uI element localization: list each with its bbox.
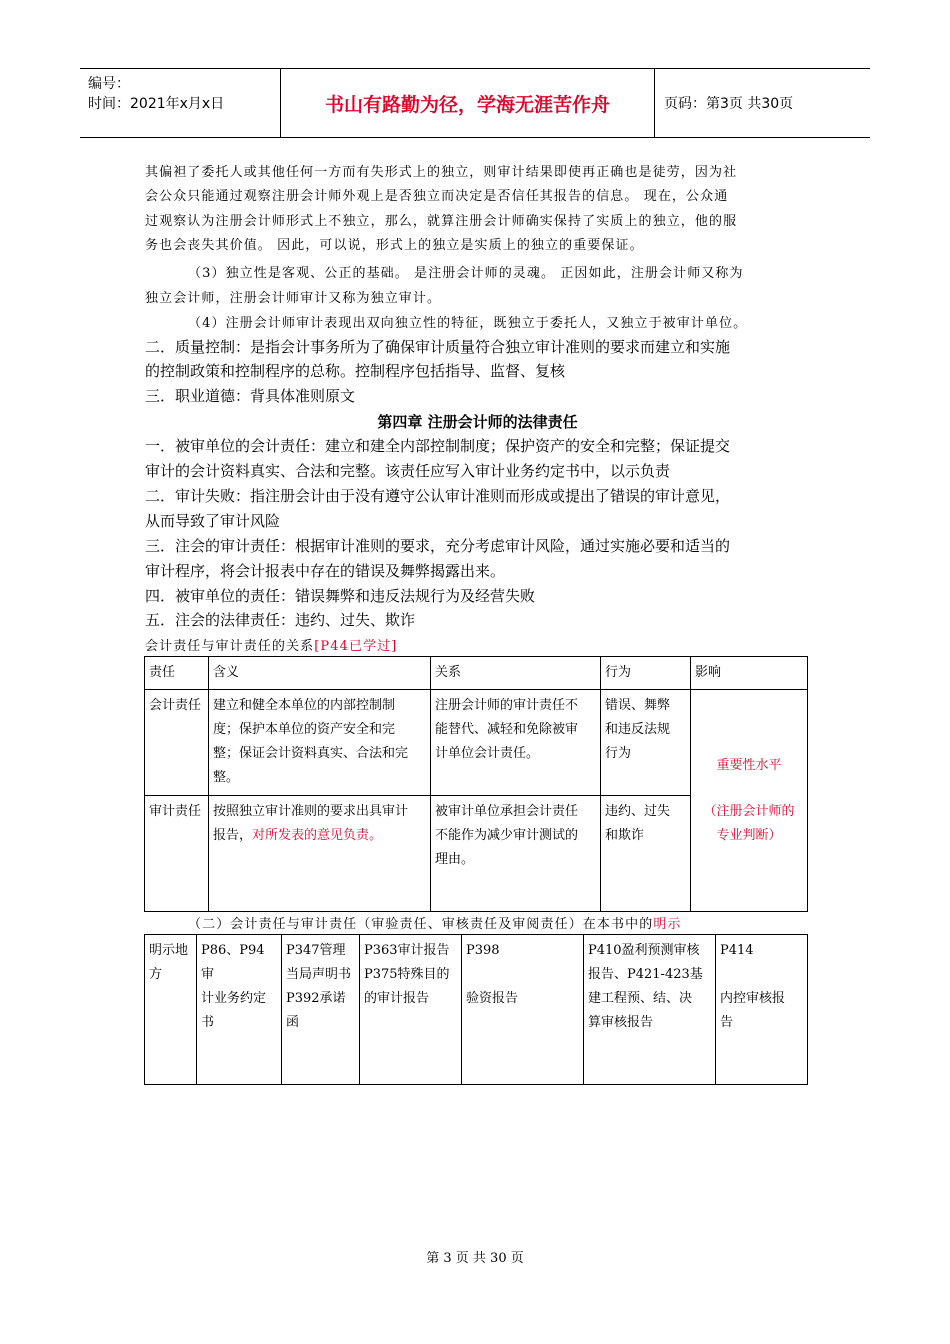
cell-line: 的审计报告 (364, 991, 430, 1006)
cell-line: 算审核报告 (588, 1015, 654, 1030)
cell-line: （注册会计师的 (703, 803, 795, 819)
cell-line: P375特殊目的 (364, 967, 450, 982)
quality-control-line: 二．质量控制：是指会计事务所为了确保审计质量符合独立审计准则的要求而建立和实施 (145, 338, 731, 356)
table-cell (584, 935, 716, 1085)
item-line: 一．被审单位的会计责任：建立和建全内部控制制度；保护资产的安全和完整；保证提交 (145, 437, 731, 455)
cell-line: 当局声明书 (286, 967, 352, 982)
cell-line: 行为 (605, 746, 632, 761)
table-cell (431, 796, 601, 912)
table-cell (209, 690, 431, 796)
header-motto: 书山有路勤为径，学海无涯苦作舟 (281, 69, 655, 137)
cell-line: 计单位会计责任。 (435, 746, 540, 761)
table-cell (197, 935, 282, 1085)
item-line: 审计的会计资料真实、合法和完整。该责任应写入审计业务约定书中，以示负责 (145, 462, 671, 480)
item-line: 三．注会的审计责任：根据审计准则的要求，充分考虑审计风险，通过实施必要和适当的 (145, 537, 731, 555)
paragraph-line: （4）注册会计师审计表现出双向独立性的特征，既独立于委托人，又独立于被审计单位。 (188, 316, 748, 331)
table2-caption (188, 913, 853, 932)
table-cell (145, 935, 197, 1085)
table-cell (282, 935, 360, 1085)
caption-highlight: 明示 (653, 917, 682, 932)
item-line: 四．被审单位的责任：错误舞弊和违反法规行为及经营失败 (145, 587, 536, 605)
table-header-row (145, 657, 808, 690)
cell-line: P363审计报告 (364, 943, 450, 958)
cell-line: 被审计单位承担会计责任 (435, 804, 579, 819)
cell-line: 建工程预、结、决 (588, 991, 693, 1006)
cell-line: P410盈利预测审核 (588, 943, 700, 958)
cell-line: 内控审核报 (720, 991, 786, 1006)
cell-line: P392承诺 (286, 991, 346, 1006)
cell-line: P414 (720, 943, 754, 958)
table-header: 含义 (209, 657, 431, 690)
cell-line: 专业判断） (716, 827, 782, 843)
cell-line: 计业务约定 (201, 991, 267, 1006)
cell-line: P86、P94审 (201, 943, 265, 982)
cell-line: 理由。 (435, 852, 475, 867)
page-header (80, 68, 870, 138)
cell-line: 和违反法规 (605, 722, 671, 737)
disclosure-table (144, 934, 808, 1085)
cell-line: 整。 (213, 770, 240, 785)
item-line: 从而导致了审计风险 (145, 512, 281, 530)
table-cell (462, 935, 584, 1085)
time-label: 时间：2021年x月x日 (88, 96, 225, 112)
cell-line: 按照独立审计准则的要求出具审计 (213, 804, 409, 819)
cell-line: 方 (149, 967, 163, 982)
table-cell (601, 690, 691, 796)
cell-line: 重要性水平 (716, 757, 782, 773)
table-header: 行为 (601, 657, 691, 690)
cell-line: P398 (466, 943, 500, 958)
row-label: 会计责任 (145, 690, 209, 796)
paragraph-line: 过观察认为注册会计师形式上不独立，那么，就算注册会计师确实保持了实质上的独立，他的服 (145, 214, 738, 229)
cell-line: 不能作为减少审计测试的 (435, 828, 579, 843)
cell-line: 报告、P421-423基 (588, 967, 703, 982)
chapter-title: 第四章 注册会计师的法律责任 (377, 413, 578, 431)
header-page-info: 页码：第3页 共30页 (664, 96, 794, 112)
cell-line: 错误、舞弊 (605, 698, 671, 713)
cell-line: 建立和健全本单位的内部控制制 (213, 698, 396, 713)
number-label: 编号： (88, 76, 130, 92)
caption-text: 会计责任与审计责任的关系 (145, 639, 315, 654)
cell-line: 违约、过失 (605, 804, 671, 819)
table-header: 关系 (431, 657, 601, 690)
table-cell (360, 935, 462, 1085)
paragraph-line: 独立会计师，注册会计师审计又称为独立审计。 (145, 291, 442, 306)
item-line: 五．注会的法律责任：违约、过失、欺诈 (145, 611, 416, 629)
paragraph-line: 会公众只能通过观察注册会计师外观上是否独立而决定是否信任其报告的信息。 现在，公众通 (145, 189, 729, 204)
cell-text: 报告， (213, 828, 253, 843)
table-cell (716, 935, 808, 1085)
table-cell (209, 796, 431, 912)
cell-line: 能替代、减轻和免除被审 (435, 722, 579, 737)
paragraph-line: 务也会丧失其价值。 因此，可以说，形式上的独立是实质上的独立的重要保证。 (145, 238, 644, 253)
cell-line: 整；保证会计资料真实、合法和完 (213, 746, 409, 761)
impact-cell (691, 690, 808, 912)
page-footer: 第 3 页 共 30 页 (426, 1251, 524, 1266)
table-row (145, 935, 808, 1085)
table-row (145, 690, 808, 796)
item-line: 审计程序，将会计报表中存在的错误及舞弊揭露出来。 (145, 562, 506, 580)
header-meta (80, 69, 281, 137)
ethics-line: 三．职业道德：背具体准则原文 (145, 387, 356, 405)
table-cell (431, 690, 601, 796)
cell-line: P347管理 (286, 943, 346, 958)
caption-reference: [P44已学过] (314, 639, 398, 654)
cell-line: 和欺诈 (605, 828, 645, 843)
item-line: 二．审计失败：指注册会计由于没有遵守公认审计准则而形成或提出了错误的审计意见， (145, 487, 731, 505)
cell-line: 验资报告 (466, 991, 519, 1006)
paragraph-line: 其偏袒了委托人或其他任何一方而有失形式上的独立，则审计结果即使再正确也是徒劳，因为社 (145, 165, 738, 180)
table-header: 影响 (691, 657, 808, 690)
cell-line: 明示地 (149, 943, 189, 958)
cell-line: 度；保护本单位的资产安全和完 (213, 722, 396, 737)
cell-text-highlight: 对所发表的意见负责。 (252, 828, 383, 843)
table1-caption (145, 635, 810, 654)
paragraph-line: （3）独立性是客观、公正的基础。 是注册会计师的灵魂。 正因如此，注册会计师又称为 (188, 266, 744, 281)
cell-line (213, 824, 426, 848)
cell-line: 书 (201, 1015, 215, 1030)
quality-control-line: 的控制政策和控制程序的总称。控制程序包括指导、监督、复核 (145, 362, 566, 380)
caption-text: （二）会计责任与审计责任（审验责任、审核责任及审阅责任）在本书中的 (188, 917, 654, 932)
table-cell (601, 796, 691, 912)
table-header: 责任 (145, 657, 209, 690)
cell-line: 函 (286, 1015, 300, 1030)
cell-line: 注册会计师的审计责任不 (435, 698, 579, 713)
cell-line: 告 (720, 1015, 734, 1030)
responsibility-table (144, 656, 808, 912)
row-label: 审计责任 (145, 796, 209, 912)
